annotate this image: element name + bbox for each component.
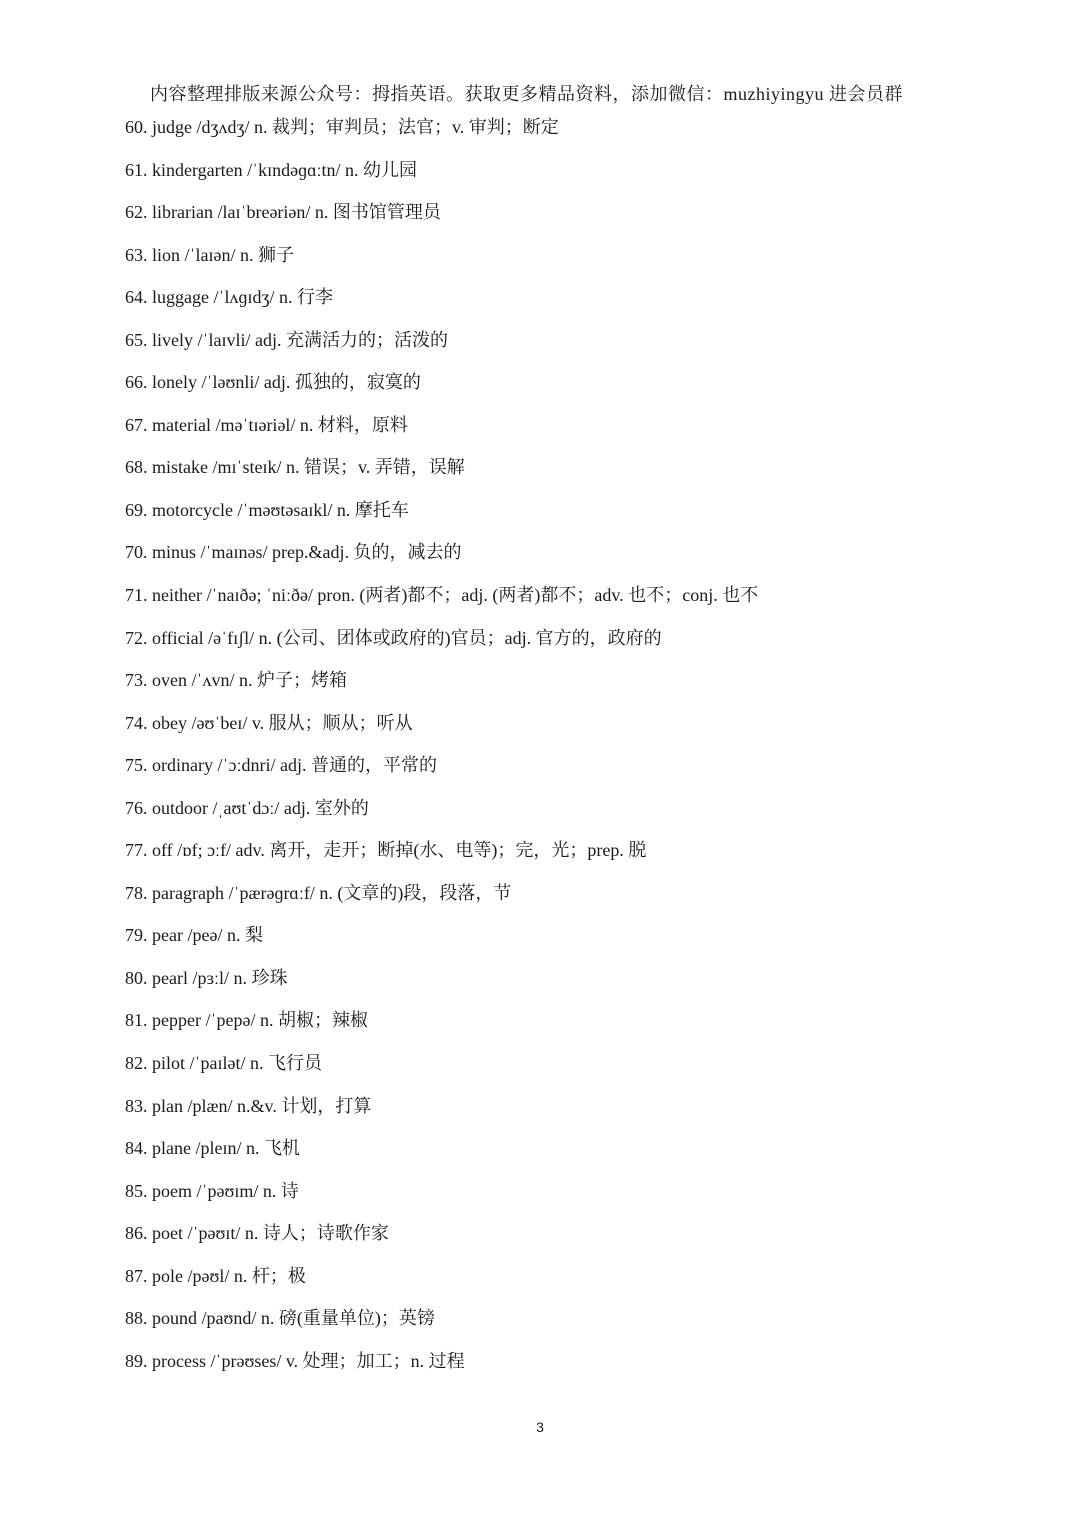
vocab-entry: 78. paragraph /ˈpærəɡrɑːf/ n. (文章的)段，段落，节 [125,882,512,903]
vocab-entry: 76. outdoor /ˌaʊtˈdɔː/ adj. 室外的 [125,797,369,818]
vocab-entry: 69. motorcycle /ˈməʊtəsaɪkl/ n. 摩托车 [125,499,409,520]
vocab-entry: 77. off /ɒf; ɔːf/ adv. 离开，走开；断掉(水、电等)；完，光；prep. 脱 [125,840,647,861]
vocab-entry: 88. pound /paʊnd/ n. 磅(重量单位)；英镑 [125,1308,435,1329]
vocab-entry: 70. minus /ˈmaɪnəs/ prep.&adj. 负的，减去的 [125,542,462,563]
vocab-entry: 84. plane /pleɪn/ n. 飞机 [125,1138,300,1159]
vocab-entry: 85. poem /ˈpəʊɪm/ n. 诗 [125,1180,299,1201]
vocab-entry: 66. lonely /ˈləʊnli/ adj. 孤独的，寂寞的 [125,372,421,393]
vocab-entry: 87. pole /pəʊl/ n. 杆；极 [125,1265,306,1286]
page-number: 3 [536,1419,544,1435]
vocab-entry: 71. neither /ˈnaɪðə; ˈniːðə/ pron. (两者)都不；adj. (两者)都不；adv. 也不；conj. 也不 [125,585,759,606]
vocab-entry: 72. official /əˈfɪʃl/ n. (公司、团体或政府的)官员；adj. 官方的，政府的 [125,627,662,648]
vocab-entry: 83. plan /plæn/ n.&v. 计划，打算 [125,1095,372,1116]
vocab-entry: 67. material /məˈtɪəriəl/ n. 材料，原料 [125,414,408,435]
vocab-entry: 63. lion /ˈlaɪən/ n. 狮子 [125,244,294,265]
header-note: 内容整理排版来源公众号：拇指英语。获取更多精品资料，添加微信：muzhiyingyu 进会员群 [150,84,903,104]
vocab-entry: 60. judge /dʒʌdʒ/ n. 裁判；审判员；法官；v. 审判；断定 [125,117,559,137]
vocab-entry: 79. pear /peə/ n. 梨 [125,925,263,946]
vocabulary-list [125,112,758,1388]
vocab-entry: 82. pilot /ˈpaɪlət/ n. 飞行员 [125,1053,322,1074]
vocab-entry: 74. obey /əʊˈbeɪ/ v. 服从；顺从；听从 [125,712,413,733]
vocab-entry: 62. librarian /laɪˈbreəriən/ n. 图书馆管理员 [125,202,441,223]
vocab-entry: 89. process /ˈprəʊses/ v. 处理；加工；n. 过程 [125,1350,465,1371]
vocab-entry: 65. lively /ˈlaɪvli/ adj. 充满活力的；活泼的 [125,329,448,350]
vocab-entry: 81. pepper /ˈpepə/ n. 胡椒；辣椒 [125,1010,368,1031]
vocab-entry: 68. mistake /mɪˈsteɪk/ n. 错误；v. 弄错，误解 [125,457,465,478]
vocab-entry: 75. ordinary /ˈɔːdnri/ adj. 普通的，平常的 [125,755,437,776]
vocab-entry: 64. luggage /ˈlʌɡɪdʒ/ n. 行李 [125,287,333,308]
vocab-entry: 80. pearl /pɜːl/ n. 珍珠 [125,967,288,988]
vocab-entry: 73. oven /ˈʌvn/ n. 炉子；烤箱 [125,670,347,691]
vocab-entry: 86. poet /ˈpəʊɪt/ n. 诗人；诗歌作家 [125,1223,389,1244]
vocab-entry: 61. kindergarten /ˈkɪndəɡɑːtn/ n. 幼儿园 [125,159,418,180]
